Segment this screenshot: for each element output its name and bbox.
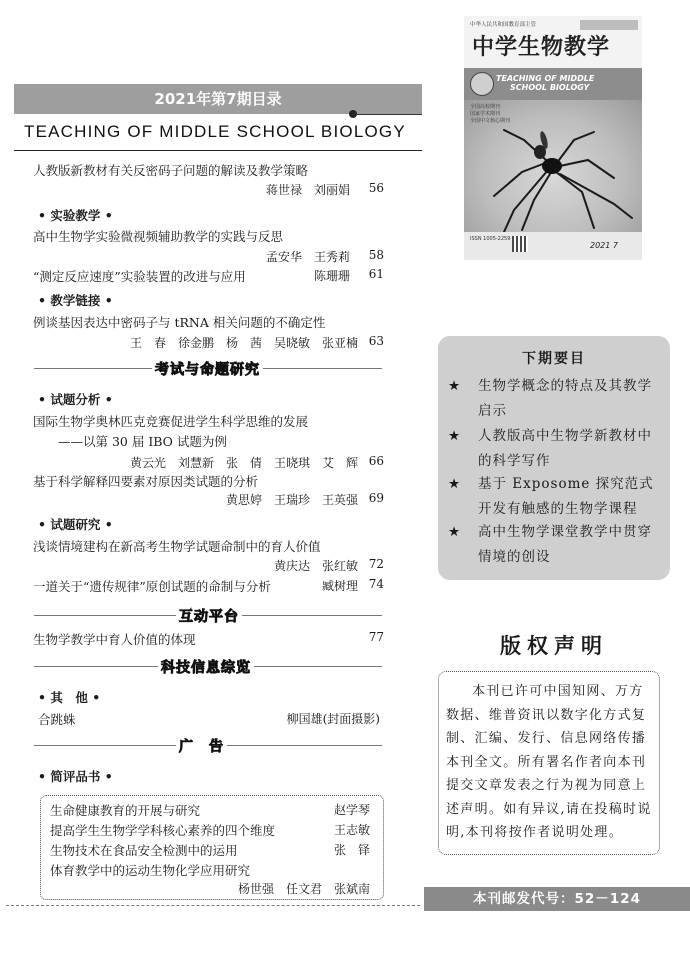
toc-authors-a1: 蒋世禄 刘丽娟 xyxy=(265,183,350,197)
band-science-info: 科技信息综览 xyxy=(158,657,254,677)
cover-title: 中学生物教学 xyxy=(472,35,611,60)
toc-title-a7[interactable]: 浅谈情境建构在新高考生物学试题命制中的育人价值 xyxy=(33,539,321,554)
toc-page-a7: 72 xyxy=(368,557,384,571)
next-issue-item: ★ 基于 Exposome 探究范式开发有触感的生物学课程 xyxy=(448,472,664,522)
star-icon: ★ xyxy=(448,428,461,444)
cover-band-text-line1: TEACHING OF MIDDLE xyxy=(496,74,595,83)
cover-small-3: 全国中文核心期刊 xyxy=(470,118,511,124)
book-review-author-1: 赵学琴 xyxy=(333,803,370,817)
toc-page-a3: 61 xyxy=(368,267,384,281)
cover-issn: ISSN 1005-2259 xyxy=(470,236,511,242)
header-rule xyxy=(14,150,422,151)
toc-page-a9: 77 xyxy=(368,630,384,644)
toc-title-a6[interactable]: 基于科学解释四要素对原因类试题的分析 xyxy=(33,474,259,489)
toc-authors-a10: 柳国雄(封面摄影) xyxy=(286,712,380,726)
toc-subtitle-a5: ——以第 30 届 IBO 试题为例 xyxy=(58,434,227,449)
star-icon: ★ xyxy=(448,476,461,492)
toc-page-a5: 66 xyxy=(368,454,384,468)
book-review-author-2: 王志敏 xyxy=(333,823,370,837)
toc-title-a3[interactable]: “测定反应速度”实验装置的改进与应用 xyxy=(33,269,246,284)
toc-authors-a6: 黄思婷 王瑞珍 王英强 xyxy=(225,493,358,507)
cover-year: 2021 7 xyxy=(590,241,618,250)
star-icon: ★ xyxy=(448,378,461,394)
toc-page-a1: 56 xyxy=(368,181,384,195)
toc-authors-a2: 孟安华 王秀莉 xyxy=(265,250,350,264)
book-review-author-4: 杨世强 任文君 张斌南 xyxy=(237,882,370,896)
section-book-review: • 简评品书 • xyxy=(38,769,113,784)
section-teaching-links: • 教学链接 • xyxy=(38,293,113,308)
toc-page-a6: 69 xyxy=(368,491,384,505)
cover-small-2: 国家学术期刊 xyxy=(470,111,501,117)
next-issue-item: ★ 人教版高中生物学新教材中的科学写作 xyxy=(448,424,664,474)
qr-code-icon xyxy=(512,236,528,252)
postal-code-bar: 本刊邮发代号：52－124 xyxy=(424,887,690,911)
band-exam-research: 考试与命题研究 xyxy=(152,359,263,379)
toc-title-a8[interactable]: 一道关于“遗传规律”原创试题的命制与分析 xyxy=(33,579,271,594)
star-icon: ★ xyxy=(448,524,461,540)
toc-page-a4: 63 xyxy=(368,334,384,348)
book-review-title-1[interactable]: 生命健康教育的开展与研究 xyxy=(50,803,201,818)
issue-title: 2021年第7期目录 xyxy=(154,90,282,108)
toc-title-a4[interactable]: 例谈基因表达中密码子与 tRNA 相关问题的不确定性 xyxy=(33,315,326,330)
cover-logo-icon xyxy=(470,72,494,96)
toc-title-a10[interactable]: 合跳蛛 xyxy=(38,712,76,727)
band-advertisement: 广 告 xyxy=(176,736,227,756)
book-review-title-3[interactable]: 生物技术在食品安全检测中的运用 xyxy=(50,843,238,858)
section-question-analysis: • 试题分析 • xyxy=(38,392,113,407)
next-issue-item: ★ 生物学概念的特点及其教学启示 xyxy=(448,374,664,424)
section-experiment-teaching: • 实验教学 • xyxy=(38,208,113,223)
cover-calligraphy-stamp xyxy=(580,20,638,30)
section-other: • 其 他 • xyxy=(38,690,101,705)
book-review-author-3: 张 铎 xyxy=(333,843,370,857)
next-issue-title: 下期要目 xyxy=(522,351,586,367)
cover-small-text xyxy=(470,104,510,125)
book-review-title-4[interactable]: 体育教学中的运动生物化学应用研究 xyxy=(50,863,251,878)
toc-authors-a8: 臧树理 xyxy=(321,579,358,593)
toc-title-a2[interactable]: 高中生物学实验微视频辅助教学的实践与反思 xyxy=(33,229,284,244)
toc-title-a1[interactable]: 人教版新教材有关反密码子问题的解读及教学策略 xyxy=(33,163,309,178)
toc-page-a8: 74 xyxy=(368,577,384,591)
toc-authors-a3: 陈珊珊 xyxy=(313,269,350,283)
next-issue-item: ★ 高中生物学课堂教学中贯穿情境的创设 xyxy=(448,520,664,570)
toc-authors-a7: 黄庆达 张红敏 xyxy=(273,559,358,573)
section-question-research: • 试题研究 • xyxy=(38,517,113,532)
cover-small-1: 全国高校期刊 xyxy=(470,104,501,110)
toc-title-a5[interactable]: 国际生物学奥林匹克竞赛促进学生科学思维的发展 xyxy=(33,414,309,429)
cover-publisher-line: 中华人民共和国教育部主管 xyxy=(470,22,537,28)
bottom-dashed-rule xyxy=(6,905,420,906)
cover-band-text-line2: SCHOOL BIOLOGY xyxy=(510,83,590,92)
toc-authors-a5: 黄云光 刘慧新 张 倩 王晓琪 艾 辉 xyxy=(129,456,358,470)
toc-page-a2: 58 xyxy=(368,248,384,262)
header-accent-line xyxy=(352,114,422,115)
cover-band-text xyxy=(496,74,594,92)
issue-header-bar xyxy=(14,84,422,114)
toc-authors-a4: 王 春 徐金鹏 杨 茜 吴晓敏 张亚楠 xyxy=(129,336,358,350)
band-interactive-platform: 互动平台 xyxy=(176,606,242,626)
book-review-title-2[interactable]: 提高学生生物学学科核心素养的四个维度 xyxy=(50,823,276,838)
copyright-text: 本刊已许可中国知网、万方数据、维普资讯以数字化方式复制、汇编、发行、信息网络传播本刊全文。所有署名作者向本刊提交文章发表之行为视为同意上述声明。如有异议,请在投稿时说明,本刊将按作者说明处理。 xyxy=(446,684,652,840)
journal-english-title: TEACHING OF MIDDLE SCHOOL BIOLOGY xyxy=(24,122,406,141)
copyright-title: 版权声明 xyxy=(500,634,608,658)
toc-title-a9[interactable]: 生物学教学中育人价值的体现 xyxy=(33,632,196,647)
